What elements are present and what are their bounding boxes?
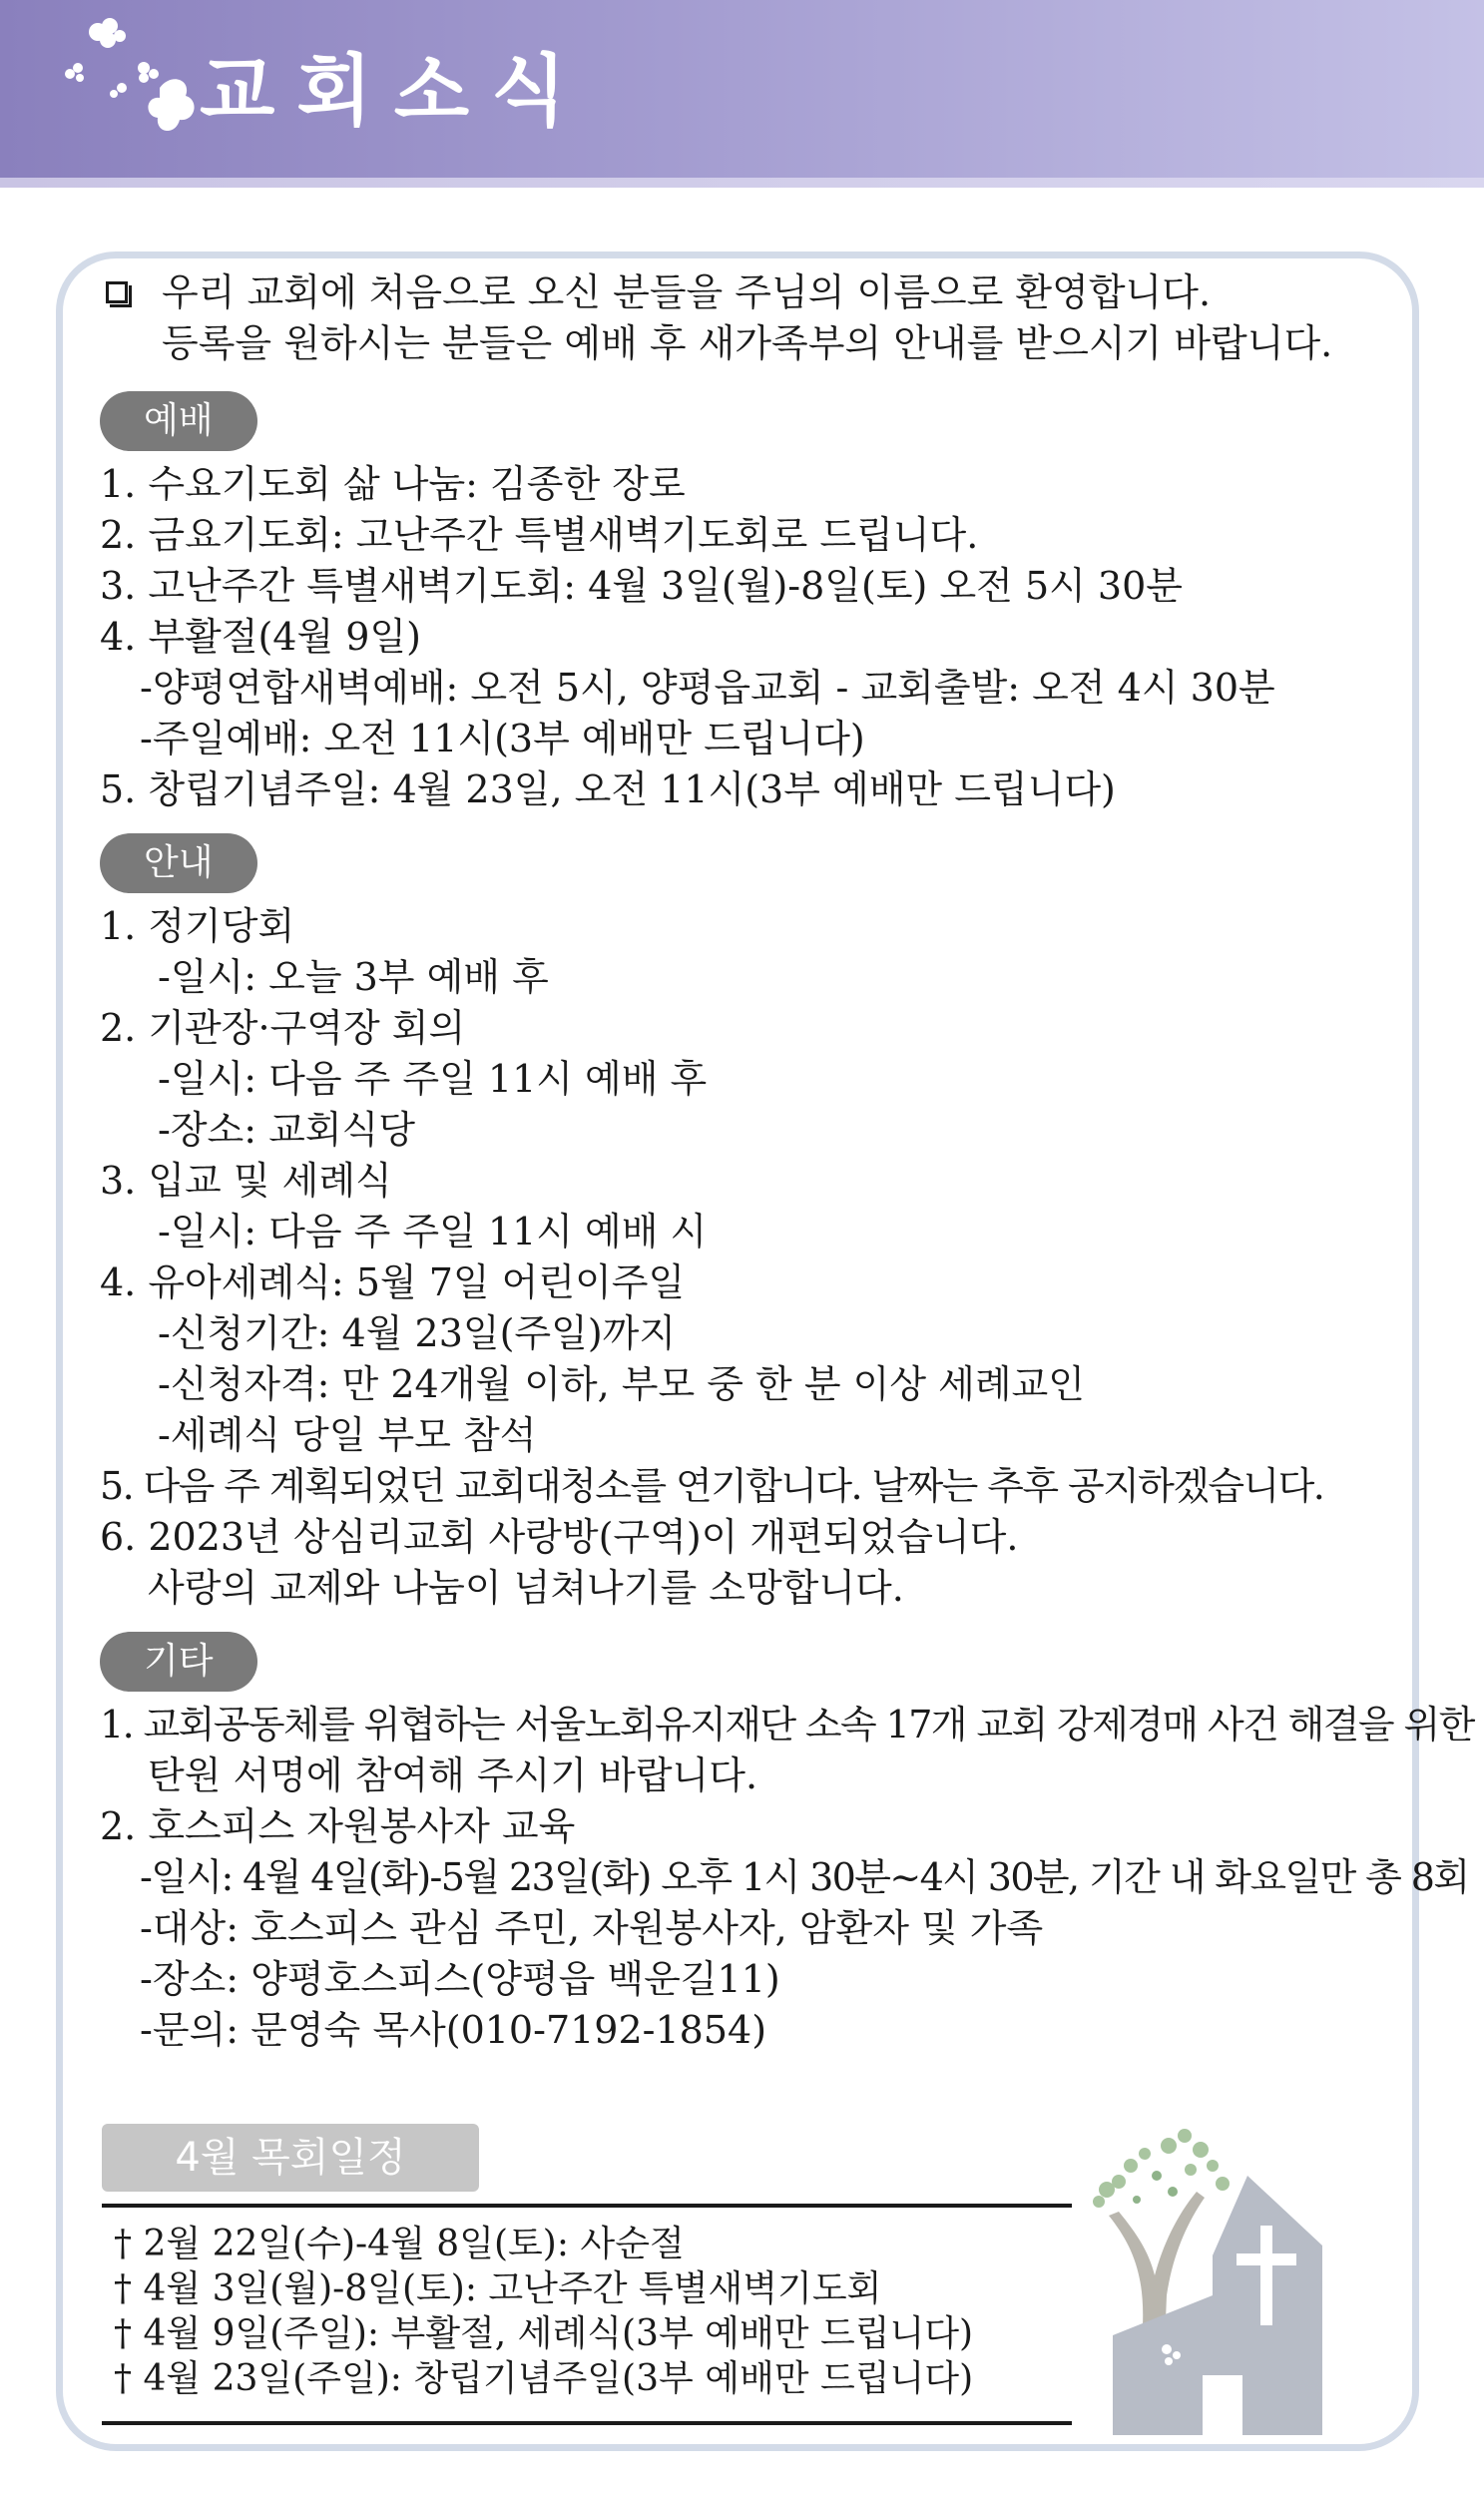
list-item: 2. 호스피스 자원봉사자 교육 xyxy=(100,1804,576,1848)
list-item: 3. 입교 및 세례식 xyxy=(100,1159,392,1203)
banner-stripe xyxy=(0,178,1484,188)
list-subitem: -문의: 문영숙 목사(010-7192-1854) xyxy=(140,2008,767,2052)
schedule-divider xyxy=(102,2204,1072,2208)
bulletin-content xyxy=(100,267,1474,2070)
list-item: 2. 금요기도회: 고난주간 특별새벽기도회로 드립니다. xyxy=(100,513,979,557)
list-item: 4. 유아세례식: 5월 7일 어린이주일 xyxy=(100,1260,686,1304)
list-item: 3. 고난주간 특별새벽기도회: 4월 3일(월)-8일(토) 오전 5시 30분 xyxy=(100,564,1183,608)
schedule-title: 4월 목회일정 xyxy=(102,2124,479,2192)
list-item-continuation: 사랑의 교제와 나눔이 넘쳐나기를 소망합니다. xyxy=(148,1566,904,1610)
list-subitem: -일시: 다음 주 주일 11시 예배 후 xyxy=(158,1057,708,1101)
list-item: 5. 다음 주 계획되었던 교회대청소를 연기합니다. 날짜는 추후 공지하겠습니다. xyxy=(100,1464,1324,1508)
list-item: 1. 교회공동체를 위협하는 서울노회유지재단 소속 17개 교회 강제경매 사건 해결을 위한 xyxy=(100,1703,1474,1747)
checkbox-icon xyxy=(106,281,128,303)
list-item: 2. 기관장·구역장 회의 xyxy=(100,1006,466,1050)
list-subitem: -세례식 당일 부모 참석 xyxy=(158,1413,537,1457)
page-title: 교회소식 xyxy=(200,47,589,137)
list-item: 4. 부활절(4월 9일) xyxy=(100,615,421,659)
list-subitem: -주일예배: 오전 11시(3부 예배만 드립니다) xyxy=(140,717,865,760)
schedule-item: † 4월 3일(월)-8일(토): 고난주간 특별새벽기도회 xyxy=(114,2268,882,2309)
list-subitem: -신청기간: 4월 23일(주일)까지 xyxy=(158,1311,677,1355)
header-banner xyxy=(0,0,1484,178)
list-subitem: -양평연합새벽예배: 오전 5시, 양평읍교회 - 교회출발: 오전 4시 30분 xyxy=(140,666,1275,710)
other-section xyxy=(100,1628,1474,2056)
schedule-divider xyxy=(102,2421,1072,2425)
list-item: 5. 창립기념주일: 4월 23일, 오전 11시(3부 예배만 드립니다) xyxy=(100,767,1116,811)
schedule-item: † 2월 22일(수)-4월 8일(토): 사순절 xyxy=(114,2224,685,2264)
intro-line: 우리 교회에 처음으로 오신 분들을 주님의 이름으로 환영합니다. xyxy=(162,270,1212,314)
church-illustration-icon xyxy=(1073,2106,1432,2435)
notice-label: 안내 xyxy=(100,833,257,893)
list-subitem: -대상: 호스피스 관심 주민, 자원봉사자, 암환자 및 가족 xyxy=(140,1906,1044,1950)
other-label: 기타 xyxy=(100,1632,257,1692)
schedule-item: † 4월 23일(주일): 창립기념주일(3부 예배만 드립니다) xyxy=(114,2358,974,2399)
list-subitem: -일시: 오늘 3부 예배 후 xyxy=(158,955,549,999)
flower-decoration-icon xyxy=(40,10,210,140)
list-item: 6. 2023년 상심리교회 사랑방(구역)이 개편되었습니다. xyxy=(100,1515,1019,1559)
list-subitem: -일시: 4월 4일(화)-5월 23일(화) 오후 1시 30분~4시 30분, 기간 내 화요일만 총 8회 xyxy=(140,1855,1469,1899)
list-item-continuation: 탄원 서명에 참여해 주시기 바랍니다. xyxy=(148,1753,758,1797)
list-item: 1. 정기당회 xyxy=(100,904,295,948)
worship-section xyxy=(100,387,1397,815)
list-item: 1. 수요기도회 삶 나눔: 김종한 장로 xyxy=(100,462,686,506)
list-subitem: -장소: 양평호스피스(양평읍 백운길11) xyxy=(140,1957,780,2001)
schedule-item: † 4월 9일(주일): 부활절, 세례식(3부 예배만 드립니다) xyxy=(114,2313,974,2354)
schedule-list xyxy=(114,2222,1072,2401)
intro-line: 등록을 원하시는 분들은 예배 후 새가족부의 안내를 받으시기 바랍니다. xyxy=(162,321,1333,365)
list-subitem: -일시: 다음 주 주일 11시 예배 시 xyxy=(158,1210,708,1253)
list-subitem: -장소: 교회식당 xyxy=(158,1108,415,1152)
welcome-intro xyxy=(100,267,1397,369)
worship-label: 예배 xyxy=(100,391,257,451)
list-subitem: -신청자격: 만 24개월 이하, 부모 중 한 분 이상 세례교인 xyxy=(158,1362,1085,1406)
notice-section xyxy=(100,829,1397,1614)
